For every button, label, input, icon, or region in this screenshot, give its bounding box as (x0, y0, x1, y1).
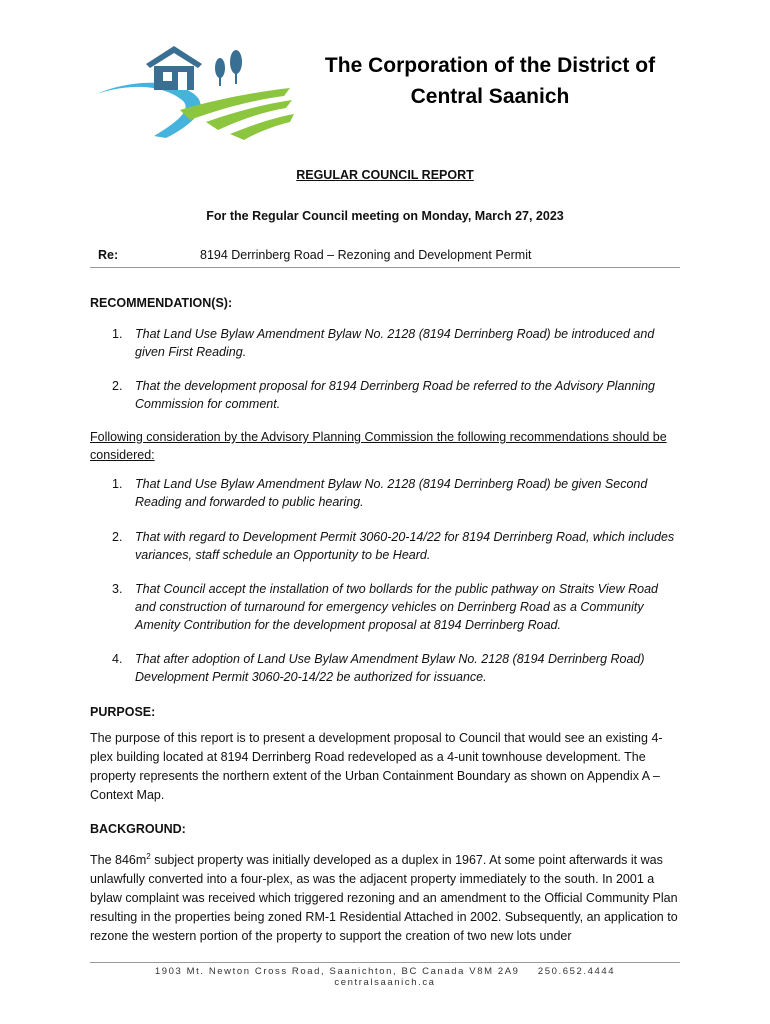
followup-recommendation-item (112, 580, 682, 634)
organization-title (300, 50, 680, 112)
followup-recommendation-item (112, 528, 682, 564)
recommendation-number: 1. (112, 327, 123, 341)
superscript: 2 (146, 852, 151, 861)
recommendation-text: That Land Use Bylaw Amendment Bylaw No. 2128 (8194 Derrinberg Road) be given Second Reading and forwarded to public hearing. (135, 477, 648, 509)
organization-title-line1: The Corporation of the District of (324, 54, 656, 77)
recommendation-number: 2. (112, 530, 123, 544)
footer-divider (90, 962, 680, 963)
footer-website: centralsaanich.ca (334, 977, 436, 988)
report-title: REGULAR COUNCIL REPORT (296, 168, 474, 182)
subject-label: Re: (98, 248, 119, 262)
footer-address: 1903 Mt. Newton Cross Road, Saanichton, BC Canada V8M 2A9 (154, 966, 520, 977)
background-heading: BACKGROUND: (90, 822, 186, 836)
footer-phone: 250.652.4444 (537, 966, 616, 977)
purpose-text: The purpose of this report is to present a development proposal to Council that would see an existing 4-plex building located at 8194 Derrinberg Road redeveloped as a 4-unit townhouse development. The property represents the northern extent of the Urban Containment Boundary as shown on Appendix A – Context Map. (90, 731, 663, 802)
recommendation-text: That Council accept the installation of two bollards for the public pathway on Straits View Road and construction of turnaround for emergency vehicles on Derrinberg Road as a Community Amenity Contribution for the development proposal at 8194 Derrinberg Road. (135, 582, 658, 632)
recommendation-number: 4. (112, 652, 123, 666)
recommendation-text: That Land Use Bylaw Amendment Bylaw No. 2128 (8194 Derrinberg Road) be introduced and given First Reading. (135, 327, 655, 359)
background-text-start: The 846m (90, 853, 147, 868)
background-text (90, 847, 682, 946)
recommendation-text: That with regard to Development Permit 3060-20-14/22 for 8194 Derrinberg Road, which includes variances, staff schedule an Opportunity to be Heard. (135, 530, 675, 562)
background-text-rest: subject property was initially developed as a duplex in 1967. At some point afterwards it was unlawfully converted into a four-plex, as was the adjacent property immediately to the south. In 2001 a bylaw complaint was received which triggered rezoning and an amendment to the Official Community Plan resulting in the properties being zoned RM-1 Residential Attached in 2002. Subsequently, an application to rezone the western portion of the property to support the creation of two new lots under (90, 853, 678, 944)
recommendations-heading: RECOMMENDATION(S): (90, 296, 233, 310)
followup-recommendation-item (112, 650, 682, 686)
recommendation-number: 2. (112, 379, 123, 393)
recommendation-number: 1. (112, 477, 123, 491)
organization-title-line2: Central Saanich (410, 85, 570, 108)
recommendation-text: That after adoption of Land Use Bylaw Amendment Bylaw No. 2128 (8194 Derrinberg Road) Development Permit 3060-20-14/22 be authorized for issuance. (135, 652, 645, 684)
recommendation-number: 3. (112, 582, 123, 596)
house-fields-logo-icon (94, 42, 294, 142)
subject-line (90, 248, 680, 268)
subject-value: 8194 Derrinberg Road – Rezoning and Development Permit (200, 248, 532, 262)
purpose-heading: PURPOSE: (90, 705, 156, 719)
recommendation-text: That the development proposal for 8194 Derrinberg Road be referred to the Advisory Planning Commission for comment. (135, 379, 655, 411)
following-consideration-text: Following consideration by the Advisory Planning Commission the following recommendations should be considered: (90, 430, 667, 462)
recommendation-item (112, 325, 682, 361)
footer (90, 966, 680, 988)
meeting-date: For the Regular Council meeting on Monday, March 27, 2023 (206, 209, 564, 223)
recommendation-item (112, 377, 682, 413)
followup-recommendation-item (112, 475, 682, 511)
